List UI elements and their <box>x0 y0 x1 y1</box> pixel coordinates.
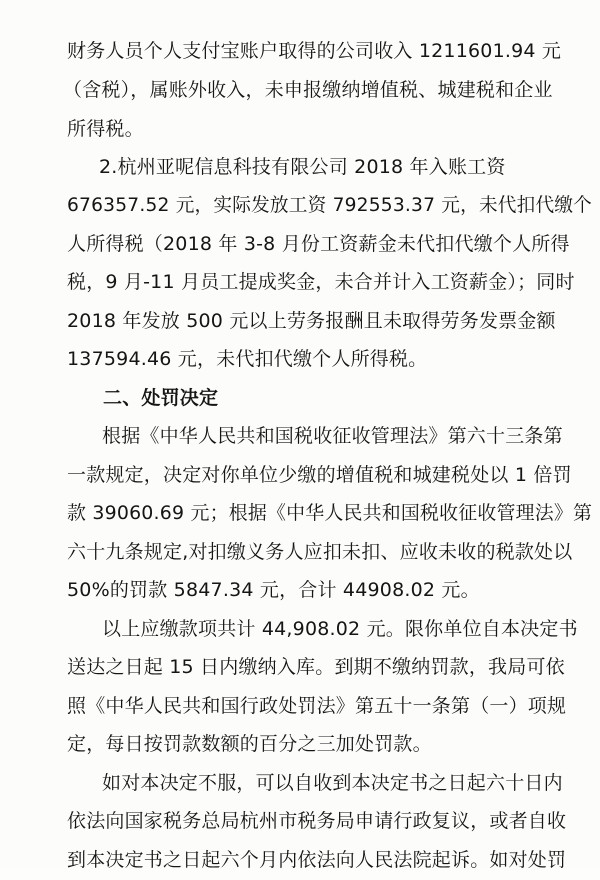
text-line: 2018 年发放 500 元以上劳务报酬且未取得劳务发票金额 <box>67 310 556 332</box>
text-line: 六十九条规定,对扣缴义务人应扣未扣、应收未收的税款处以 <box>67 541 573 563</box>
text-line: 税，9 月-11 月员工提成奖金，未合并计入工资薪金）；同时 <box>67 271 575 293</box>
text-line: 676357.52 元，实际发放工资 792553.37 元，未代扣代缴个 <box>67 194 593 216</box>
text-line: 依法向国家税务总局杭州市税务局申请行政复议，或者自收 <box>67 810 567 832</box>
text-line: 137594.46 元，未代扣代缴个人所得税。 <box>67 348 428 370</box>
text-line: 50%的罚款 5847.34 元，合计 44908.02 元。 <box>67 579 480 601</box>
text-line: 送达之日起 15 日内缴纳入库。到期不缴纳罚款，我局可依 <box>67 656 565 678</box>
text-line: 如对本决定不服，可以自收到本决定书之日起六十日内 <box>102 772 563 794</box>
text-line: 2.杭州亚呢信息科技有限公司 2018 年入账工资 <box>99 156 506 178</box>
text-line: 到本决定书之日起六个月内依法向人民法院起诉。如对处罚 <box>67 849 567 871</box>
text-line: 一款规定，决定对你单位少缴的增值税和城建税处以 1 倍罚 <box>67 464 572 486</box>
text-line: （含税），属账外收入，未申报缴纳增值税、城建税和企业 <box>63 79 553 101</box>
text-line: 所得税。 <box>67 118 144 140</box>
text-line: 照《中华人民共和国行政处罚法》第五十一条第（一）项规 <box>67 695 567 717</box>
text-line: 以上应缴款项共计 44,908.02 元。限你单位自本决定书 <box>102 618 578 640</box>
text-line: 根据《中华人民共和国税收征收管理法》第六十三条第 <box>102 425 563 447</box>
text-line: 款 39060.69 元；根据《中华人民共和国税收征收管理法》第 <box>67 502 593 524</box>
section-heading: 二、处罚决定 <box>103 387 219 409</box>
text-line: 定，每日按罚款数额的百分之三加处罚款。 <box>67 733 432 755</box>
text-line: 人所得税（2018 年 3-8 月份工资薪金未代扣代缴个人所得 <box>67 233 570 255</box>
text-line: 财务人员个人支付宝账户取得的公司收入 1211601.94 元 <box>67 40 562 62</box>
